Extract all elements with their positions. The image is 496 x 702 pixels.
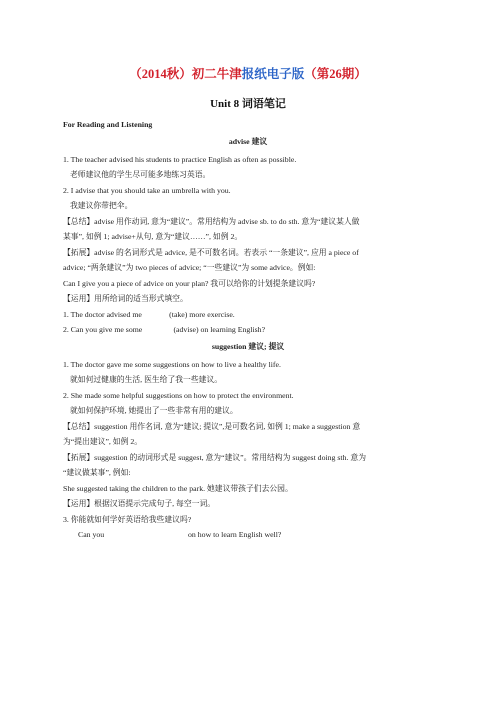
advise-extension-2: advice; “两条建议”为 two pieces of advice; “一些建议”为 some advice。例如: xyxy=(63,263,316,272)
suggestion-example-1-cn: 就如何过健康的生活, 医生给了我一些建议。 xyxy=(70,375,223,384)
advise-summary-2: 某事”, 如例 1; advise+从句, 意为“建议……”, 如例 2。 xyxy=(63,232,243,241)
suggestion-extension-2: “建议做某事”, 例如: xyxy=(63,468,131,477)
advise-exercise-instruction: 【运用】用所给词的适当形式填空。 xyxy=(63,294,188,303)
advise-example-1: 1. The teacher advised his students to practice English as often as possible. xyxy=(63,155,297,164)
suggestion-example-2: 2. She made some helpful suggestions on how to protect the environment. xyxy=(63,391,294,400)
title-part-right: （第26期） xyxy=(304,67,367,81)
advise-question-1: 1. The doctor advised me (take) more exercise. xyxy=(63,310,235,319)
suggestion-question-3-english: Can you on how to learn English well? xyxy=(78,530,282,539)
suggestion-question-3: 3. 你能就如何学好英语给我些建议吗? xyxy=(63,515,192,524)
advise-example-2-cn: 我建议你带把伞。 xyxy=(70,201,133,210)
advise-question-2: 2. Can you give me some (advise) on learning English? xyxy=(63,325,266,334)
title-part-blue: 报纸电子版 xyxy=(241,67,305,81)
title-part-left: （2014秋）初二牛津 xyxy=(129,67,242,81)
section-heading: For Reading and Listening xyxy=(63,120,153,129)
suggestion-summary-1: 【总结】suggestion 用作名词, 意为“建议; 提议”,是可数名词, 如例 1; make a suggestion 意 xyxy=(63,422,361,431)
suggestion-exercise-instruction: 【运用】根据汉语提示完成句子, 每空一词。 xyxy=(63,499,216,508)
advise-extension-example: Can I give you a piece of advice on your plan? 我可以给你的计划提条建议吗? xyxy=(63,279,316,288)
advise-heading: advise 建议 xyxy=(228,137,268,146)
suggestion-extension-example: She suggested taking the children to the park. 她建议带孩子们去公园。 xyxy=(63,484,293,493)
unit-subtitle: Unit 8 词语笔记 xyxy=(210,98,286,110)
advise-example-2: 2. I advise that you should take an umbrella with you. xyxy=(63,186,231,195)
advise-example-1-cn: 老师建议他的学生尽可能多地练习英语。 xyxy=(70,170,211,179)
suggestion-summary-2: 为“提出建议”, 如例 2。 xyxy=(63,437,143,446)
advise-summary-1: 【总结】advise 用作动词, 意为“建议”。常用结构为 advise sb. to do sth. 意为“建议某人做 xyxy=(63,217,360,226)
suggestion-example-2-cn: 就如何保护环境, 她提出了一些非常有用的建议。 xyxy=(70,406,238,415)
suggestion-example-1: 1. The doctor gave me some suggestions on how to live a healthy life. xyxy=(63,360,281,369)
advise-extension-1: 【拓展】advise 的名词形式是 advice, 是不可数名词。若表示 “一条建议”, 应用 a piece of xyxy=(63,248,359,257)
document-title xyxy=(0,64,496,82)
suggestion-extension-1: 【拓展】suggestion 的动词形式是 suggest, 意为“建议”。常用结构为 suggest doing sth. 意为 xyxy=(63,453,366,462)
suggestion-heading: suggestion 建议; 提议 xyxy=(211,342,285,351)
